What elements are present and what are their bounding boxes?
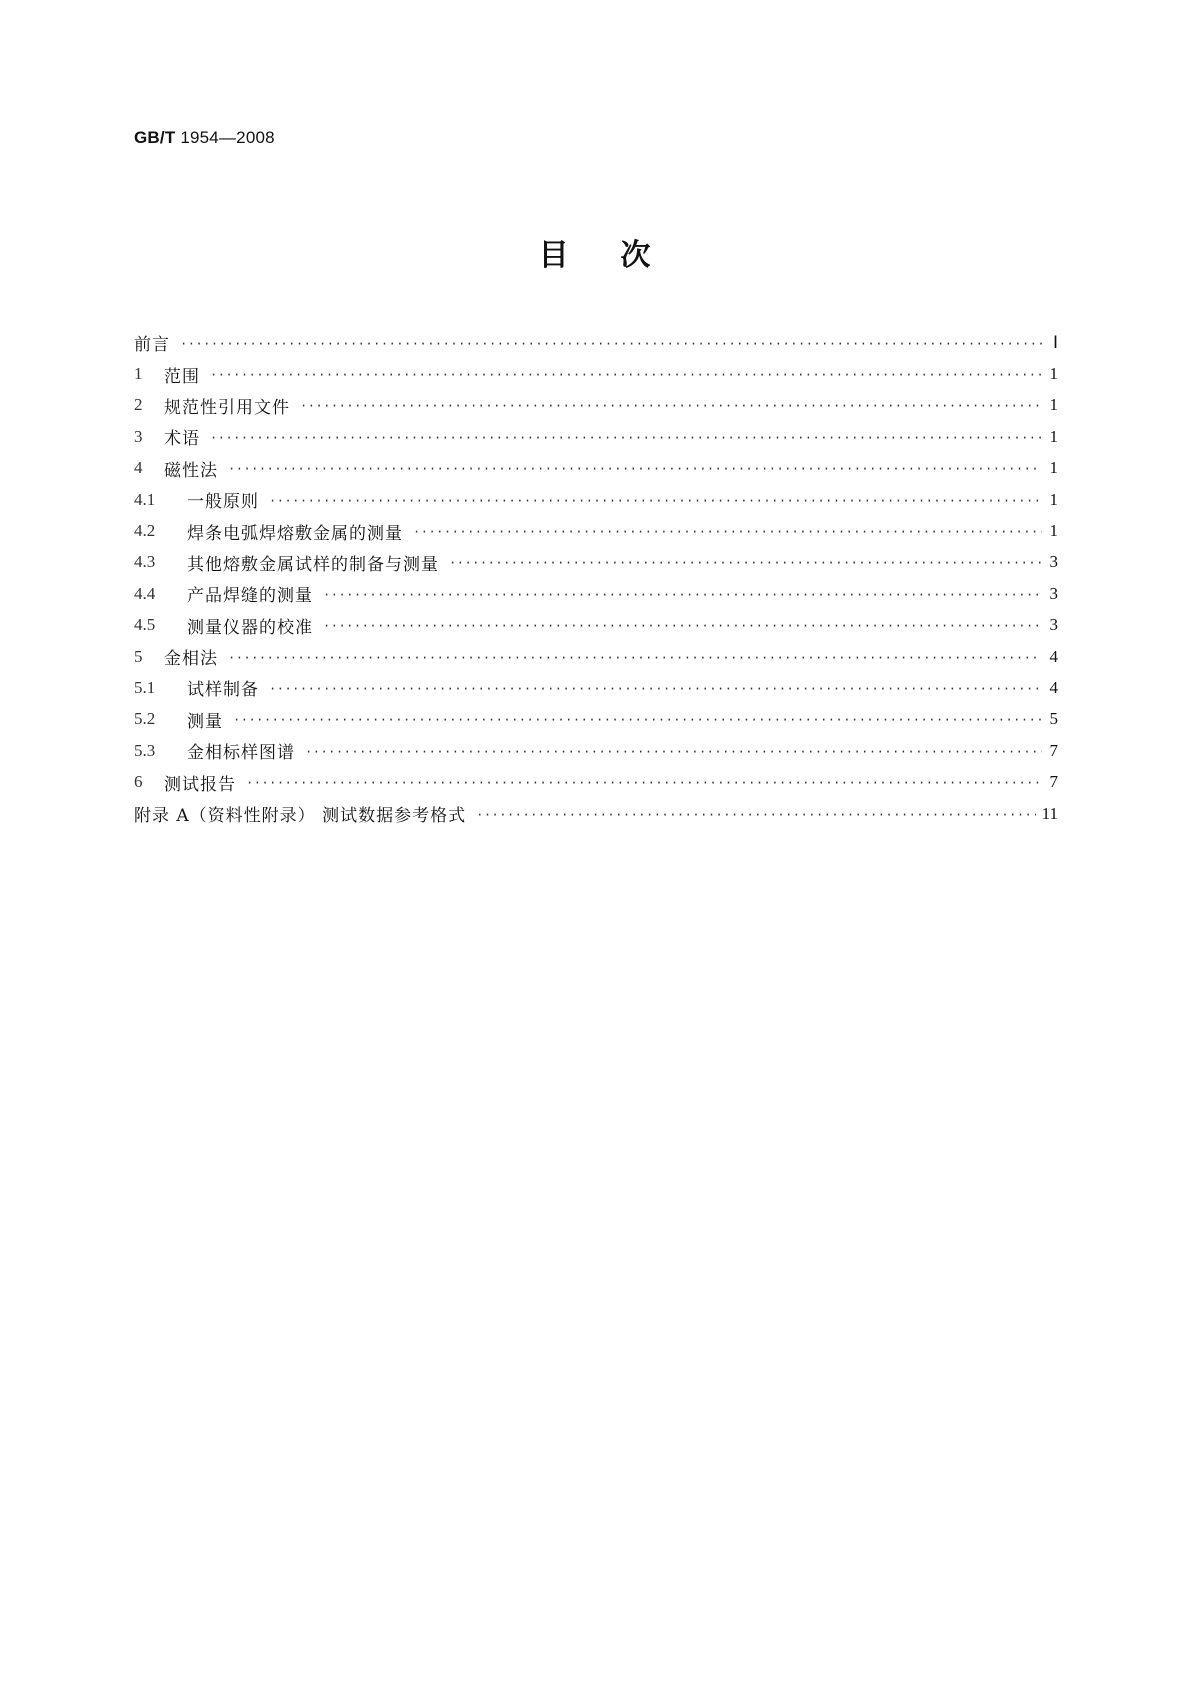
toc-entry-number: 4.4 — [134, 583, 156, 603]
toc-entry-3[interactable] — [134, 421, 1058, 452]
toc-entry-4-3[interactable] — [134, 547, 1058, 578]
toc-entry-5[interactable] — [134, 641, 1058, 672]
toc-page-number: 7 — [1049, 772, 1058, 792]
toc-page-number: 11 — [1041, 803, 1058, 823]
toc-entry-title: 附录 A（资料性附录） 测试数据参考格式 — [134, 806, 467, 827]
page-title: 目 次 — [538, 238, 653, 273]
toc-entry-number: 5.2 — [134, 709, 156, 729]
toc-entry-number: 4.3 — [134, 552, 156, 572]
toc-entry-title: 术语 — [164, 429, 200, 450]
toc-entry-title: 规范性引用文件 — [164, 397, 290, 418]
toc-page-number: 7 — [1049, 740, 1058, 760]
toc-dot-leader — [323, 584, 1042, 604]
toc-dot-leader — [300, 395, 1042, 415]
toc-entry-title: 金相标样图谱 — [187, 743, 295, 764]
toc-entry-title: 范围 — [164, 366, 200, 387]
toc-dot-leader — [449, 552, 1042, 572]
toc-entry-title: 前言 — [134, 335, 170, 356]
toc-entry-number: 2 — [134, 395, 143, 415]
toc-entry-6[interactable] — [134, 766, 1058, 797]
toc-page-number: 4 — [1049, 646, 1058, 666]
toc-entry-4-1[interactable] — [134, 484, 1058, 515]
toc-dot-leader — [323, 615, 1042, 635]
toc-page-number: 1 — [1049, 395, 1058, 415]
toc-page-number: 3 — [1049, 615, 1058, 635]
toc-entry-5-2[interactable] — [134, 704, 1058, 735]
toc-dot-leader — [210, 364, 1042, 384]
toc-entry-appendix-a[interactable] — [134, 798, 1058, 829]
toc-entry-title: 测量 — [187, 711, 223, 732]
toc-entry-title: 测量仪器的校准 — [187, 617, 313, 638]
toc-entry-4-5[interactable] — [134, 610, 1058, 641]
toc-page-number: 4 — [1049, 677, 1058, 697]
toc-dot-leader — [269, 490, 1042, 510]
toc-entry-number: 1 — [134, 364, 143, 384]
toc-page-number: 3 — [1049, 583, 1058, 603]
toc-page-number: 1 — [1049, 364, 1058, 384]
toc-entry-2[interactable] — [134, 390, 1058, 421]
toc-entry-number: 3 — [134, 426, 143, 446]
toc-page-number: 1 — [1049, 489, 1058, 509]
toc-entry-title: 磁性法 — [164, 460, 218, 481]
toc-page-number: Ⅰ — [1052, 332, 1058, 352]
toc-entry-number: 4.5 — [134, 615, 156, 635]
standard-code — [134, 128, 275, 148]
toc-entry-number: 4.2 — [134, 521, 156, 541]
toc-entry-title: 测试报告 — [164, 774, 236, 795]
toc-entry-number: 4 — [134, 458, 143, 478]
toc-dot-leader — [228, 647, 1042, 667]
table-of-contents — [134, 327, 1058, 829]
toc-dot-leader — [233, 709, 1042, 729]
toc-entry-number: 5 — [134, 646, 143, 666]
toc-entry-5-1[interactable] — [134, 672, 1058, 703]
toc-entry-title: 其他熔敷金属试样的制备与测量 — [187, 554, 439, 575]
toc-dot-leader — [180, 333, 1042, 353]
toc-entry-number: 4.1 — [134, 489, 156, 509]
toc-entry-4-2[interactable] — [134, 515, 1058, 546]
toc-entry-title: 一般原则 — [187, 492, 259, 513]
toc-entry-number: 6 — [134, 772, 143, 792]
toc-entry-title: 试样制备 — [187, 680, 259, 701]
toc-entry-1[interactable] — [134, 358, 1058, 389]
toc-entry-5-3[interactable] — [134, 735, 1058, 766]
standard-code-number: 1954—2008 — [175, 128, 275, 147]
toc-dot-leader — [210, 427, 1042, 447]
toc-entry-foreword[interactable] — [134, 327, 1058, 358]
toc-page-number: 1 — [1049, 458, 1058, 478]
toc-page-number: 1 — [1049, 426, 1058, 446]
toc-page-number: 3 — [1049, 552, 1058, 572]
toc-page-number: 5 — [1049, 709, 1058, 729]
toc-entry-title: 焊条电弧焊熔敷金属的测量 — [187, 523, 403, 544]
toc-entry-4-4[interactable] — [134, 578, 1058, 609]
toc-entry-4[interactable] — [134, 453, 1058, 484]
toc-page-number: 1 — [1049, 521, 1058, 541]
toc-dot-leader — [269, 678, 1042, 698]
toc-entry-number: 5.1 — [134, 677, 156, 697]
toc-dot-leader — [476, 804, 1036, 824]
toc-dot-leader — [228, 458, 1042, 478]
toc-dot-leader — [246, 772, 1042, 792]
toc-entry-number: 5.3 — [134, 740, 156, 760]
toc-dot-leader — [413, 521, 1042, 541]
toc-dot-leader — [305, 741, 1042, 761]
toc-entry-title: 金相法 — [164, 649, 218, 670]
toc-entry-title: 产品焊缝的测量 — [187, 586, 313, 607]
standard-code-prefix: GB/T — [134, 128, 176, 147]
